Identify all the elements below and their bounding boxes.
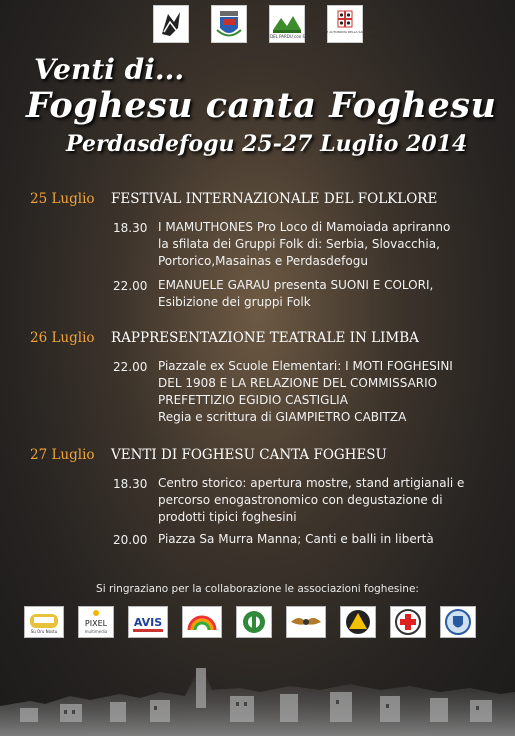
- comune-logo-icon: [153, 5, 189, 43]
- rainbow-logo-icon: [182, 606, 222, 638]
- su-oru-nostu-logo-icon: [24, 606, 64, 638]
- svg-text:REGIONE AUTONOMA DELLA SARDEGN: REGIONE AUTONOMA DELLA SARDEGNA: [314, 30, 375, 34]
- svg-text:VALLE DEL PARDU con FAGGHI: VALLE DEL PARDU con FAGGHI: [256, 34, 317, 39]
- sponsor-logos: [0, 5, 515, 43]
- day-title: VENTI DI FOGHESU CANTA FOGHESU: [111, 447, 387, 463]
- day-date: 25 Luglio: [30, 191, 95, 207]
- yellow-triangle-logo-icon: [340, 606, 376, 638]
- comune-crest-icon: [211, 5, 247, 43]
- event-description: Piazza Sa Murra Manna; Canti e balli in libertà: [158, 532, 434, 546]
- pixel-multimedia-logo-icon: [78, 606, 114, 638]
- event-place-dates: Perdasdefogu 25-27 Luglio 2014: [66, 131, 468, 157]
- svg-text:PIXEL: PIXEL: [84, 619, 108, 628]
- event-description: Centro storico: apertura mostre, stand artigianali e percorso enogastronomico con degustazione di prodotti tipici foghesini: [158, 476, 465, 524]
- red-cross-logo-icon: [390, 606, 426, 638]
- blue-shield-logo-icon: [440, 606, 476, 638]
- event-time: 20.00: [113, 533, 148, 547]
- village-skyline-image: [0, 646, 515, 736]
- wings-logo-icon: [286, 606, 326, 638]
- avis-logo-icon: [128, 606, 168, 638]
- day-date: 27 Luglio: [30, 447, 95, 463]
- association-logos: [24, 606, 476, 638]
- event-description: I MAMUTHONES Pro Loco di Mamoiada apriranno la sfilata dei Gruppi Folk di: Serbia, Slovacchia, Portorico,Masainas e Perdasdefogu: [158, 220, 451, 268]
- event-description: EMANUELE GARAU presenta SUONI E COLORI, Esibizione dei gruppi Folk: [158, 278, 434, 309]
- day-title: RAPPRESENTAZIONE TEATRALE IN LIMBA: [111, 330, 419, 346]
- green-circle-logo-icon: [236, 606, 272, 638]
- day-title: FESTIVAL INTERNAZIONALE DEL FOLKLORE: [111, 191, 438, 207]
- day-date: 26 Luglio: [30, 330, 95, 346]
- event-time: 18.30: [113, 221, 148, 235]
- svg-text:AVIS: AVIS: [133, 616, 163, 629]
- event-time: 22.00: [113, 360, 148, 374]
- event-title: Foghesu canta Foghesu: [26, 85, 497, 126]
- valle-del-flumineddu-logo-icon: [256, 5, 317, 43]
- svg-text:Su Oru Nostu: Su Oru Nostu: [30, 629, 58, 634]
- thanks-text: Si ringraziano per la collaborazione le associazioni foghesine:: [96, 583, 419, 595]
- event-time: 22.00: [113, 279, 148, 293]
- svg-text:multimedia: multimedia: [84, 629, 108, 634]
- event-time: 18.30: [113, 477, 148, 491]
- event-description: Piazzale ex Scuole Elementari: I MOTI FOGHESINI DEL 1908 E LA RELAZIONE DEL COMMISSARIO PREFETTIZIO EGIDIO CASTIGLIA Regia e scrittura di GIAMPIETRO CABITZA: [158, 359, 453, 424]
- regione-sardegna-logo-icon: [314, 5, 375, 43]
- pre-title: Venti di...: [34, 53, 185, 86]
